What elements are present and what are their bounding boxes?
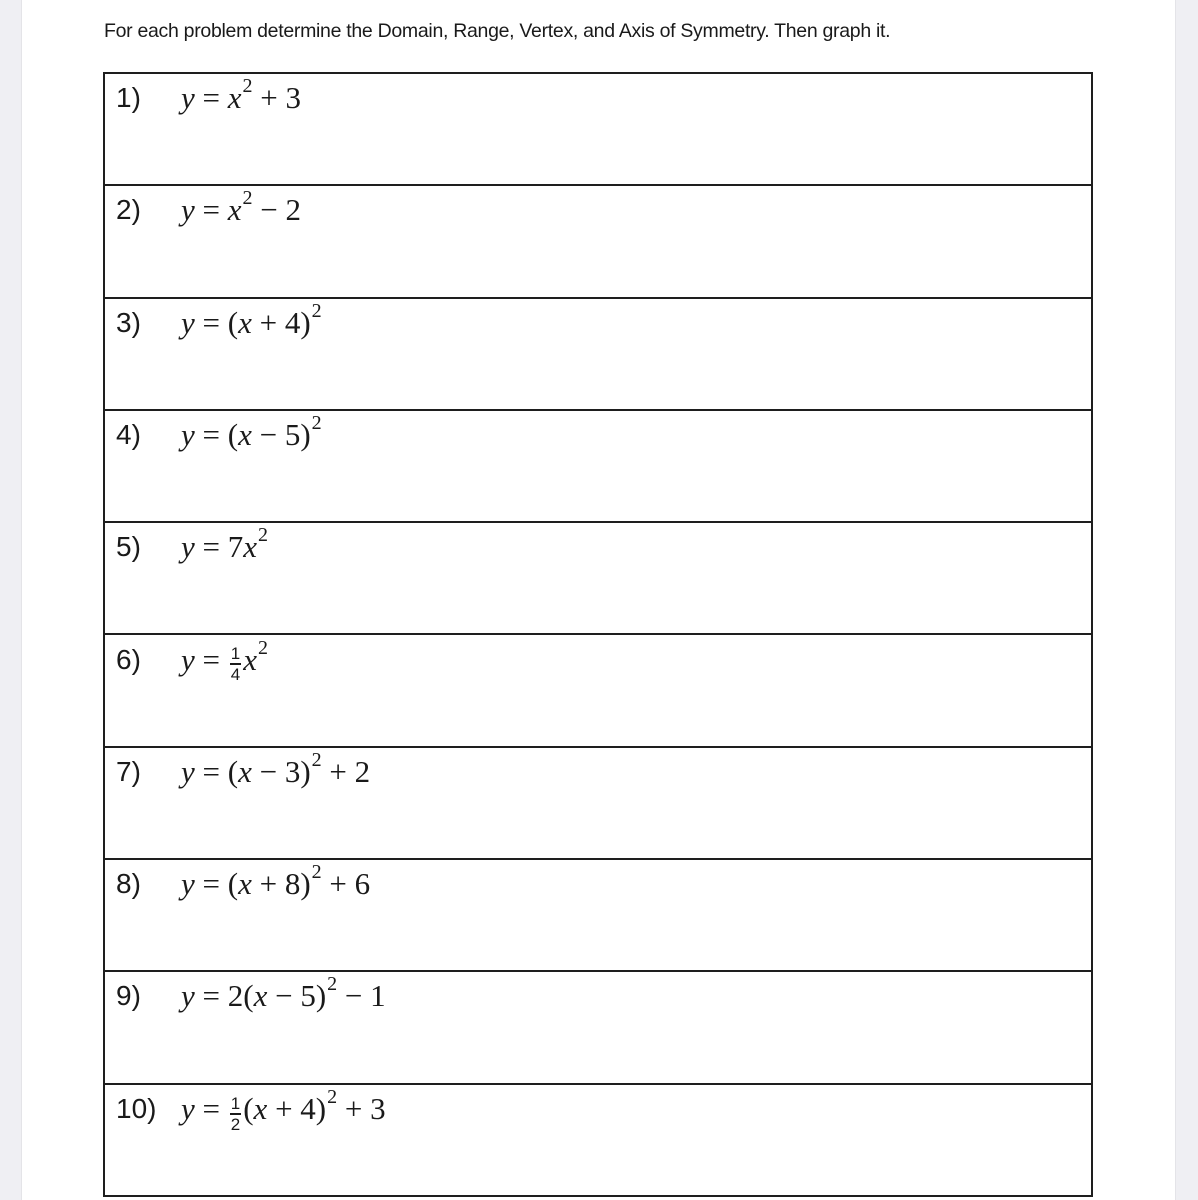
eq-equals: = <box>194 416 228 452</box>
problem-number: 5) <box>116 531 141 563</box>
eq-rest: + 2 <box>321 753 371 789</box>
eq-rest: − 1 <box>337 978 386 1014</box>
eq-rest: − 2 <box>252 192 301 228</box>
eq-var: x <box>243 529 258 565</box>
problem-number: 3) <box>116 306 141 338</box>
problem-row-4 <box>105 411 1091 523</box>
fraction-numerator: 1 <box>230 644 241 664</box>
instructions-text: For each problem determine the Domain, Range, Vertex, and Axis of Symmetry. Then graph it. <box>104 20 891 42</box>
eq-equals: = <box>194 192 228 228</box>
problem-number: 8) <box>116 868 141 900</box>
eq-lhs: y <box>181 978 195 1014</box>
eq-open: ( <box>227 866 239 902</box>
problem-equation <box>181 75 301 116</box>
problem-row-5 <box>105 523 1091 635</box>
problem-row-7 <box>105 748 1091 860</box>
eq-lhs: y <box>181 866 195 902</box>
problem-number: 10) <box>116 1092 157 1124</box>
problem-number: 2) <box>116 194 141 226</box>
eq-lhs: y <box>181 80 195 115</box>
eq-lhs: y <box>181 416 195 452</box>
eq-rest: + 6 <box>321 866 371 902</box>
eq-equals: = <box>194 978 228 1014</box>
eq-var: x <box>227 192 242 228</box>
eq-exp: 2 <box>311 411 322 434</box>
problem-number: 7) <box>116 755 141 787</box>
problem-equation <box>181 861 371 902</box>
eq-inner: + 4) <box>267 1090 327 1126</box>
fraction-numerator: 1 <box>230 1093 241 1113</box>
eq-inner: − 5) <box>251 416 311 452</box>
problem-equation <box>181 748 371 790</box>
problem-number: 6) <box>116 643 141 675</box>
eq-equals: = <box>194 1090 228 1126</box>
eq-lhs: y <box>181 529 195 565</box>
eq-lhs: y <box>181 1090 195 1126</box>
right-margin <box>1175 0 1198 1200</box>
eq-equals: = <box>194 753 228 789</box>
problem-equation <box>181 636 268 685</box>
eq-exp: 2 <box>242 75 253 97</box>
eq-var: x <box>253 1090 268 1126</box>
eq-var: x <box>253 978 268 1014</box>
problem-number: 4) <box>116 418 141 450</box>
problem-equation <box>181 187 301 228</box>
eq-exp: 2 <box>258 524 269 547</box>
problem-row-8 <box>105 860 1091 972</box>
eq-inner: − 3) <box>251 753 311 789</box>
eq-var: x <box>238 866 252 902</box>
eq-var: x <box>243 641 257 677</box>
eq-var: x <box>238 416 252 452</box>
eq-open: 2( <box>227 978 254 1014</box>
eq-exp: 2 <box>242 187 253 210</box>
eq-open: ( <box>227 753 239 789</box>
fraction-denominator: 4 <box>230 665 241 685</box>
problem-number: 9) <box>116 980 141 1012</box>
eq-open: ( <box>227 416 239 452</box>
problem-table <box>103 72 1093 1197</box>
eq-exp: 2 <box>311 748 322 771</box>
left-margin <box>0 0 22 1200</box>
eq-rest: + 3 <box>337 1090 386 1126</box>
problem-equation <box>181 1085 386 1134</box>
problem-equation <box>181 411 322 453</box>
eq-lhs: y <box>181 753 195 789</box>
eq-exp: 2 <box>327 1085 338 1108</box>
eq-exp: 2 <box>311 299 322 322</box>
problem-number: 1) <box>116 82 141 113</box>
eq-equals: = 7 <box>194 529 244 565</box>
problem-row-10 <box>105 1085 1091 1197</box>
eq-open: ( <box>243 1090 254 1126</box>
problem-row-1 <box>105 74 1091 186</box>
fraction <box>230 1095 241 1133</box>
eq-inner: + 4) <box>251 304 311 340</box>
fraction-denominator: 2 <box>230 1114 241 1134</box>
eq-var: x <box>238 304 252 340</box>
eq-lhs: y <box>181 641 195 677</box>
eq-var: x <box>238 753 252 789</box>
eq-equals: = <box>194 80 228 115</box>
eq-lhs: y <box>181 192 195 228</box>
eq-lhs: y <box>181 304 195 340</box>
eq-exp: 2 <box>257 636 268 659</box>
problem-equation <box>181 299 322 341</box>
eq-exp: 2 <box>327 973 338 996</box>
eq-inner: + 8) <box>251 866 311 902</box>
problem-row-3 <box>105 299 1091 411</box>
problem-row-6 <box>105 636 1091 748</box>
eq-open: ( <box>227 304 239 340</box>
eq-rest: + 3 <box>252 80 301 115</box>
problem-row-2 <box>105 186 1091 298</box>
eq-var: x <box>227 80 242 115</box>
problem-equation <box>181 524 269 565</box>
eq-inner: − 5) <box>267 978 327 1014</box>
problem-equation <box>181 973 386 1014</box>
fraction <box>230 645 241 683</box>
problem-row-9 <box>105 972 1091 1084</box>
eq-exp: 2 <box>311 861 322 884</box>
eq-equals: = <box>194 304 228 340</box>
eq-equals: = <box>194 641 228 677</box>
eq-equals: = <box>194 866 228 902</box>
